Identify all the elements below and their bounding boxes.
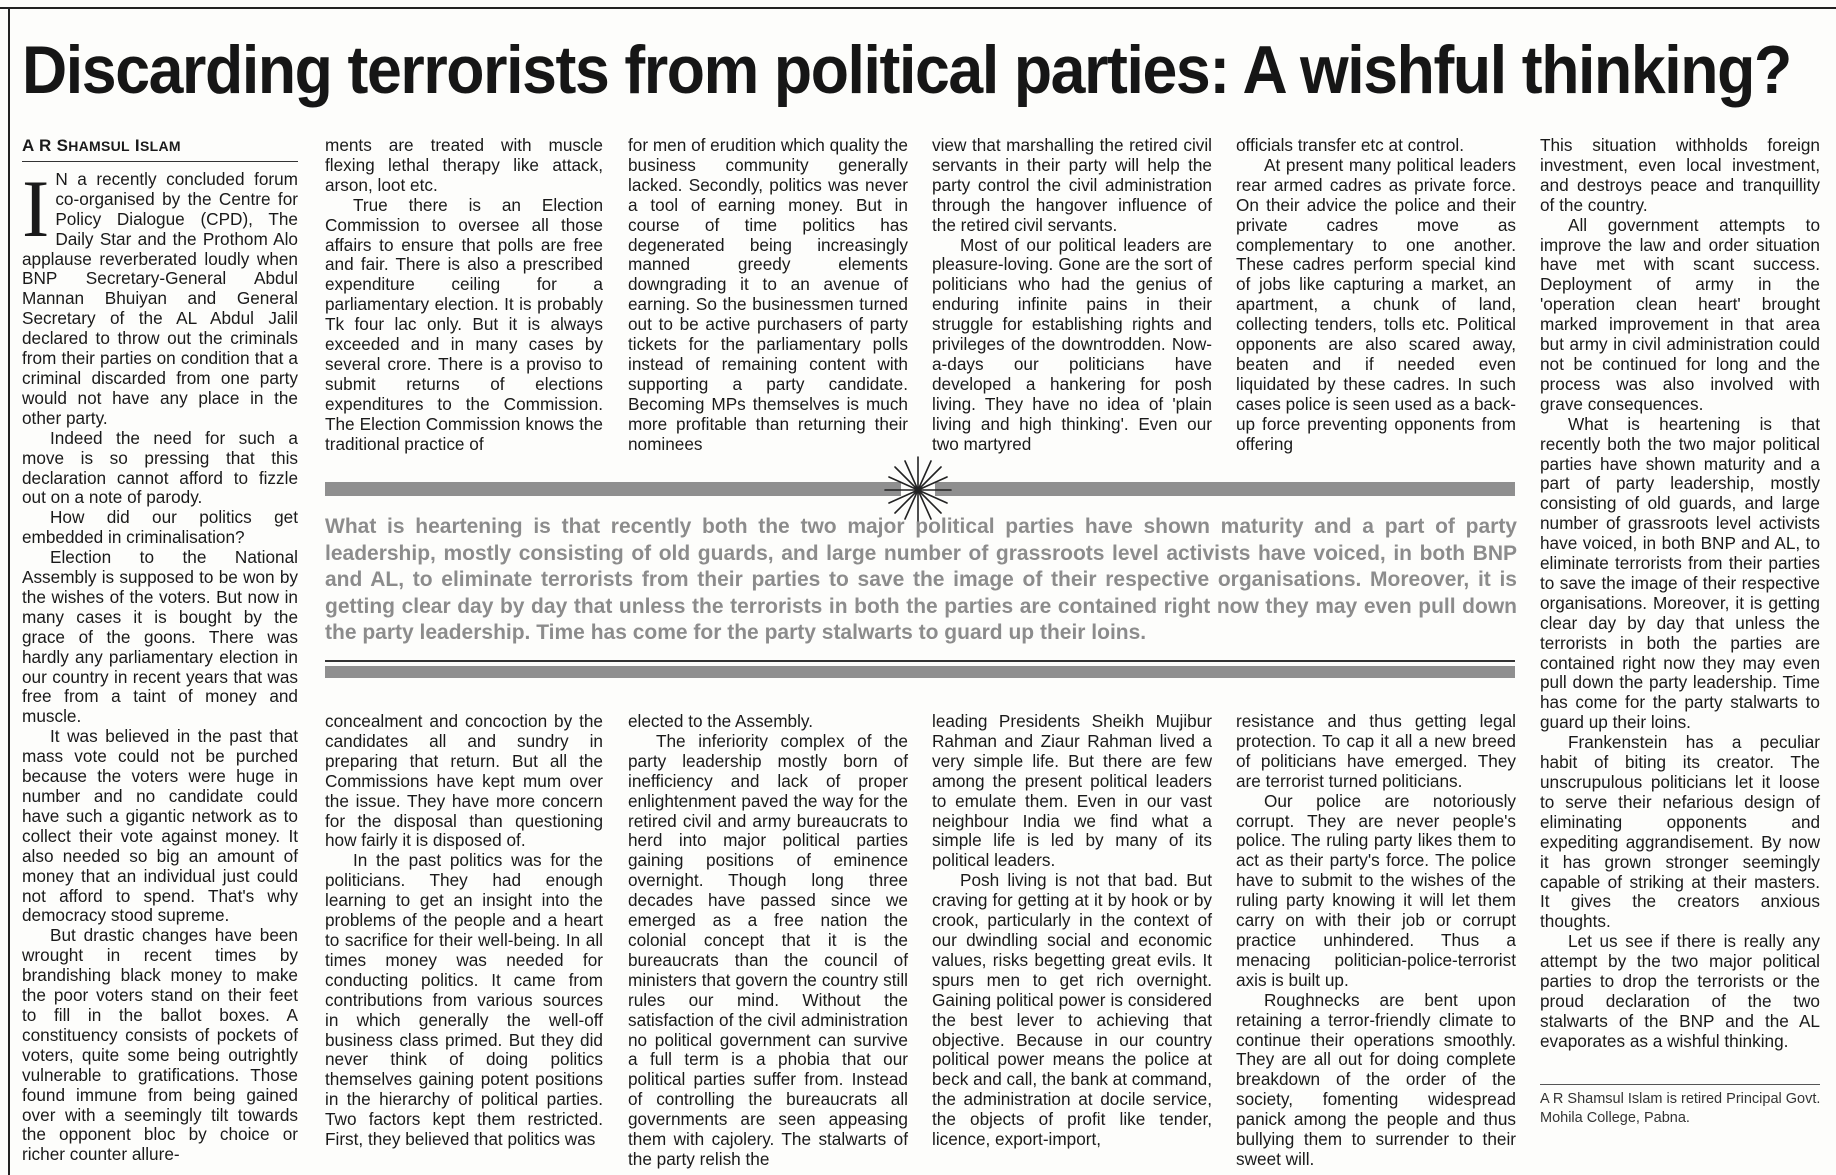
paragraph: At present many political leaders rear armed cadres as private force. On their advice the police and their private cadres move as complementary to one another. These cadres perform special kind of jobs like capturing a market, an apartment, a chunk of land, collecting tenders, tolls etc. Political opponents are also scared away, beaten and if needed even liquidated by these cadres. In such cases police is seen used as a back-up force preventing opponents from offering xyxy=(1236,154,1516,454)
paragraph: The inferiority complex of the party leadership mostly born of inefficiency and lack of proper enlightenment paved the way for the retired civil and army bureaucrats to herd into major political parties gaining positions of eminence overnight. Though long three decades have passed since we emerged as a free nation the colonial concept that it is the bureaucrats than the council of ministers that govern the country still rules our mind. Without the satisfaction of the civil administration no political government can survive a full term is a phobia that our political parties suffer from. Instead of controlling the bureaucrats all governments are seen appeasing them with cajolery. The stalwarts of the party relish the xyxy=(628,730,908,1169)
column-5-top xyxy=(1236,135,1516,454)
paragraph: I N a recently concluded forum co-organised by the Centre for Policy Dialogue (CPD), The Daily Star and the Prothom Alo applause reverberated loudly when BNP Secretary-General Abdul Mannan Bhuiyan and General Secretary of the AL Abdul Jalil declared to throw out the criminals from their parties on condition that a criminal discarded from one party would not have any place in the other party. xyxy=(22,162,298,428)
paragraph: In the past politics was for the politicians. They had enough learning to get an insight into the problems of the people and a heart to sacrifice for their well-being. In all times money was needed for conducting politics. It came from contributions from various sources in which generally the well-off business class primed. But they did never think of doing politics themselves gaining potent positions in the hierarchy of political parties. Two factors kept them restricted. First, they believed that politics was xyxy=(325,850,603,1150)
left-rule xyxy=(8,7,10,1175)
paragraph: How did our politics get embedded in criminalisation? xyxy=(22,507,298,548)
column-1 xyxy=(22,136,298,1171)
paragraph: Election to the National Assembly is supposed to be won by the wishes of the voters. But now in many cases it is bought by the grace of the goons. There was hardly any parliamentary election in our country in recent years that was free from a taint of money and muscle. xyxy=(22,547,298,727)
paragraph: leading Presidents Sheikh Mujibur Rahman and Ziaur Rahman lived a very simple life. But there are few among the present political leaders to emulate them. Even in our vast neighbour India we find what a simple life is led by many of its political leaders. xyxy=(932,711,1212,871)
pullquote-bottom-bar xyxy=(325,666,1515,678)
paragraph: officials transfer etc at control. xyxy=(1236,135,1464,155)
byline: A R SHAMSUL ISLAM xyxy=(22,136,298,162)
column-4-top xyxy=(932,135,1212,454)
paragraph: ments are treated with muscle flexing lethal therapy like attack, arson, loot etc. xyxy=(325,135,603,195)
paragraph: But drastic changes have been wrought in recent times by brandishing black money to make the poor voters stand on their feet to fill in the ballot boxes. A constituency consists of pockets of voters, quite some being outrightly vulnerable to gratifications. Those found immune from being gained over with a seemingly tilt towards the opponent bloc by choice or richer counter allure- xyxy=(22,925,298,1165)
column-4-bottom xyxy=(932,712,1212,1172)
paragraph: It was believed in the past that mass vote could not be purched because the voters were huge in number and no candidate could have such a gigantic network as to collect their vote against money. It also needed so big an amount of money that an individual just could not afford to spend. That's why democracy stood supreme. xyxy=(22,726,298,926)
column-2-top xyxy=(325,135,603,454)
paragraph: view that marshalling the retired civil servants in their party will help the party control the civil administration through the hangover influence of the retired civil servants. xyxy=(932,135,1212,235)
paragraph: Let us see if there is really any attempt by the two major political parties to drop the terrorists or the proud declaration of the two stalwarts of the BNP and the AL evaporates as a wishful thinking. xyxy=(1540,931,1820,1051)
paragraph: True there is an Election Commission to oversee all those affairs to ensure that polls are free and fair. There is also a prescribed expenditure ceiling for a parliamentary election. It is probably Tk four lac only. But it is always exceeded and in many cases by several crore. There is a proviso to submit returns of elections expenditures to the Commission. The Election Commission knows the traditional practice of xyxy=(325,194,603,454)
column-2-bottom xyxy=(325,712,603,1172)
paragraph: concealment and concoction by the candidates all and sundry in preparing that return. But all the Commissions have kept mum over the issue. They have more concern for the disposal than questioning how fairly it is disposed of. xyxy=(325,711,603,851)
paragraph: elected to the Assembly. xyxy=(628,711,814,731)
column-5-bottom xyxy=(1236,712,1516,1172)
pull-quote: What is heartening is that recently both the two major political parties have shown maturity and a part of party leadership, mostly consisting of old guards, and large number of grassroots level activists have voiced, in both BNP and AL, to eliminate terrorists from their parties to save the image of their respective organisations. Moreover, it is getting clear day by day that unless the terrorists in both the parties are contained right now they may even pull down the party leadership. Time has come for the party stalwarts to guard up their loins. xyxy=(325,515,1517,645)
paragraph: resistance and thus getting legal protection. To cap it all a new breed of politicians have emerged. They are terrorist turned politicians. xyxy=(1236,711,1516,791)
pullquote-bottom-rule xyxy=(325,660,1515,662)
drop-cap: I xyxy=(22,162,50,254)
headline: Discarding terrorists from political parties: A wishful thinking? xyxy=(22,32,1791,108)
paragraph: Most of our political leaders are pleasure-loving. Gone are the sort of politicians who had the genius of enduring infinite pains in their struggle for establishing rights and privileges of the downtrodden. Now-a-days our politicians have developed a hankering for posh living. They have no idea of 'plain living and high thinking'. Even our two martyred xyxy=(932,234,1212,454)
paragraph: Posh living is not that bad. But craving for getting at it by hook or by crook, particularly in the context of our dwindling social and economic values, risks begetting great evils. It spurs men to get rich overnight. Gaining political power is considered the best lever to achieving that objective. Because in our country political power means the police at beck and call, the bank at command, the administration at docile service, the objects of profit like tender, licence, export-import, xyxy=(932,870,1212,1150)
author-bio: A R Shamsul Islam is retired Principal Govt. Mohila College, Pabna. xyxy=(1540,1091,1821,1126)
paragraph: All government attempts to improve the law and order situation have met with scant success. Deployment of army in the 'operation clean heart' brought marked improvement in that area but army in civil administration could not be continued for long and the process was also involved with grave consequences. xyxy=(1540,214,1820,414)
top-rule xyxy=(0,7,1836,9)
column-3-top xyxy=(628,135,908,454)
paragraph: Roughnecks are bent upon retaining a terror-friendly climate to continue their operations smoothly. They are all out for doing complete breakdown of the order of the society, fomenting widespread panick among the people and thus bullying them to surrender to their sweet will. xyxy=(1236,989,1516,1169)
paragraph: What is heartening is that recently both the two major political parties have shown maturity and a part of party leadership, mostly consisting of old guards, and large number of grassroots level activists have voiced, in both BNP and AL, to eliminate terrorists from their parties to save the image of their respective organisations. Moreover, it is getting clear day by day that unless the terrorists in both the parties are contained right now they may even pull down the party leadership. Time has come for the party stalwarts to guard up their loins. xyxy=(1540,413,1820,733)
paragraph: for men of erudition which quality the business community generally lacked. Secondly, politics was never a tool of earning money. But in course of time politics has degenerated being increasingly manned greedy elements downgrading it to an avenue of earning. So the businessmen turned out to be active purchasers of party tickets for the parliamentary polls instead of remaining content with supporting a party candidate. Becoming MPs themselves is much more profitable than returning their nominees xyxy=(628,135,908,454)
column-6 xyxy=(1540,136,1820,1171)
column-3-bottom xyxy=(628,712,908,1172)
paragraph: Our police are notoriously corrupt. They are never people's police. The ruling party likes them to act as their party's force. The police have to submit to the wishes of the ruling party knowing it will let them carry on with their job or corrupt practice unhindered. Thus a menacing politician-police-terrorist axis is built up. xyxy=(1236,790,1516,990)
paragraph: This situation withholds foreign investment, even local investment, and destroys peace and tranquillity of the country. xyxy=(1540,135,1820,215)
paragraph: Frankenstein has a peculiar habit of biting its creator. The unscrupulous politicians let it loose to serve their nefarious design of eliminating opponents and expediting aggrandisement. By now it has grown stronger seemingly capable of striking at their masters. It gives the creators anxious thoughts. xyxy=(1540,732,1820,932)
paragraph: Indeed the need for such a move is so pressing that this declaration cannot afford to fizzle out on a note of parody. xyxy=(22,427,298,508)
bio-rule xyxy=(1540,1084,1820,1085)
